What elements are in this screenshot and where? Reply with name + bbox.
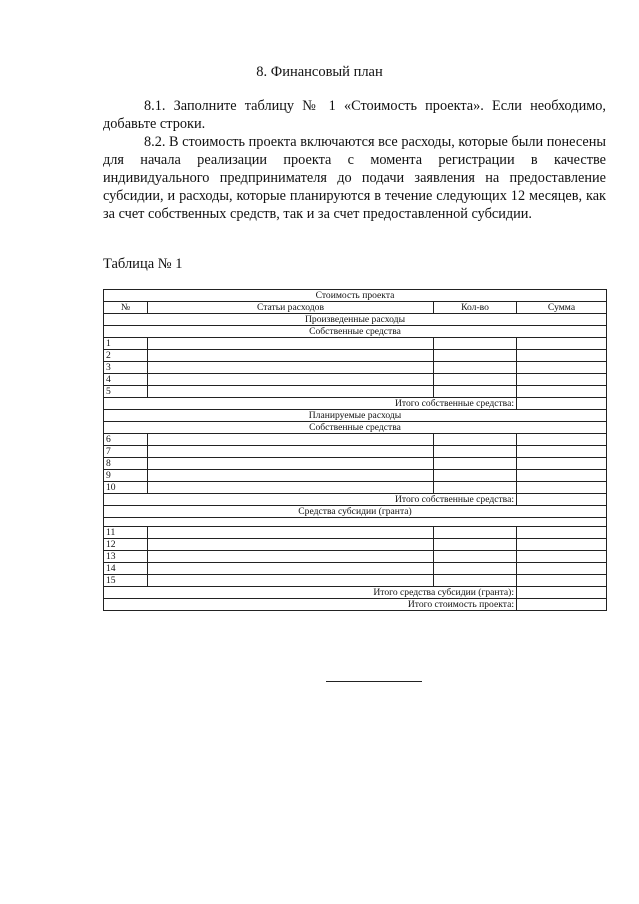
table-row <box>104 362 607 374</box>
item-cell[interactable] <box>148 539 434 551</box>
item-cell[interactable] <box>148 434 434 446</box>
item-cell[interactable] <box>148 458 434 470</box>
qty-cell[interactable] <box>434 350 517 362</box>
section-own-funds-2: Собственные средства <box>104 422 607 434</box>
row-number: 6 <box>104 434 148 446</box>
item-cell[interactable] <box>148 386 434 398</box>
paragraph-8-2 <box>103 133 606 223</box>
subtotal-own-funds-2-label: Итого собственные средства: <box>104 494 517 506</box>
qty-cell[interactable] <box>434 551 517 563</box>
row-number: 4 <box>104 374 148 386</box>
table-row <box>104 350 607 362</box>
qty-cell[interactable] <box>434 470 517 482</box>
header-sum: Сумма <box>517 302 607 314</box>
row-number: 2 <box>104 350 148 362</box>
row-number: 3 <box>104 362 148 374</box>
row-number: 5 <box>104 386 148 398</box>
table-row <box>104 527 607 539</box>
table-row <box>104 470 607 482</box>
sum-cell[interactable] <box>517 434 607 446</box>
sum-cell[interactable] <box>517 458 607 470</box>
table-caption: Таблица № 1 <box>103 256 183 272</box>
item-cell[interactable] <box>148 446 434 458</box>
sum-cell[interactable] <box>517 563 607 575</box>
qty-cell[interactable] <box>434 539 517 551</box>
table-row <box>104 539 607 551</box>
sum-cell[interactable] <box>517 527 607 539</box>
paragraph-8-1-text: 8.1. Заполните таблицу № 1 «Стоимость проекта». Если необходимо, добавьте строки. <box>103 98 606 132</box>
qty-cell[interactable] <box>434 563 517 575</box>
qty-cell[interactable] <box>434 575 517 587</box>
qty-cell[interactable] <box>434 386 517 398</box>
section-produced: Произведенные расходы <box>104 314 607 326</box>
row-number: 11 <box>104 527 148 539</box>
qty-cell[interactable] <box>434 458 517 470</box>
table-header-row <box>104 302 607 314</box>
section-row <box>104 410 607 422</box>
table-row <box>104 482 607 494</box>
total-project-cost-label: Итого стоимость проекта: <box>104 599 517 611</box>
sum-cell[interactable] <box>517 374 607 386</box>
qty-cell[interactable] <box>434 527 517 539</box>
closing-rule <box>326 681 422 682</box>
subtotal-grant-value[interactable] <box>517 587 607 599</box>
qty-cell[interactable] <box>434 434 517 446</box>
sum-cell[interactable] <box>517 551 607 563</box>
item-cell[interactable] <box>148 563 434 575</box>
row-number: 8 <box>104 458 148 470</box>
section-grant: Средства субсидии (гранта) <box>104 506 607 518</box>
spacer-row <box>104 518 607 527</box>
section-planned: Планируемые расходы <box>104 410 607 422</box>
spacer-cell <box>104 518 607 527</box>
section-row <box>104 422 607 434</box>
item-cell[interactable] <box>148 374 434 386</box>
table-row <box>104 338 607 350</box>
sum-cell[interactable] <box>517 350 607 362</box>
item-cell[interactable] <box>148 575 434 587</box>
row-number: 1 <box>104 338 148 350</box>
qty-cell[interactable] <box>434 482 517 494</box>
row-number: 12 <box>104 539 148 551</box>
section-row <box>104 506 607 518</box>
item-cell[interactable] <box>148 362 434 374</box>
sum-cell[interactable] <box>517 539 607 551</box>
row-number: 10 <box>104 482 148 494</box>
total-row <box>104 599 607 611</box>
section-heading: 8. Финансовый план <box>256 64 383 80</box>
qty-cell[interactable] <box>434 374 517 386</box>
header-item: Статьи расходов <box>148 302 434 314</box>
sum-cell[interactable] <box>517 575 607 587</box>
paragraph-8-2-text: 8.2. В стоимость проекта включаются все расходы, которые были понесены для начала реализации проекта с момента регистрации в качестве индивидуального предпринимателя до подачи заявления на предоставление субсидии, и расходы, которые планируются в течение следующих 12 месяцев, как за счет собственных средств, так и за счет предоставленной субсидии. <box>103 134 606 222</box>
item-cell[interactable] <box>148 470 434 482</box>
sum-cell[interactable] <box>517 338 607 350</box>
table-row <box>104 458 607 470</box>
table-row <box>104 386 607 398</box>
table-row <box>104 563 607 575</box>
section-row <box>104 314 607 326</box>
sum-cell[interactable] <box>517 362 607 374</box>
section-row <box>104 326 607 338</box>
row-number: 7 <box>104 446 148 458</box>
item-cell[interactable] <box>148 338 434 350</box>
subtotal-row <box>104 398 607 410</box>
table-body <box>104 290 607 611</box>
header-qty: Кол-во <box>434 302 517 314</box>
item-cell[interactable] <box>148 482 434 494</box>
item-cell[interactable] <box>148 527 434 539</box>
subtotal-own-funds-1-value[interactable] <box>517 398 607 410</box>
qty-cell[interactable] <box>434 446 517 458</box>
table-title-row <box>104 290 607 302</box>
qty-cell[interactable] <box>434 338 517 350</box>
table-row <box>104 446 607 458</box>
table-row <box>104 374 607 386</box>
sum-cell[interactable] <box>517 386 607 398</box>
project-cost-table <box>103 289 607 611</box>
sum-cell[interactable] <box>517 446 607 458</box>
section-own-funds-1: Собственные средства <box>104 326 607 338</box>
row-number: 9 <box>104 470 148 482</box>
header-num: № <box>104 302 148 314</box>
subtotal-own-funds-1-label: Итого собственные средства: <box>104 398 517 410</box>
table-row <box>104 434 607 446</box>
subtotal-grant-label: Итого средства субсидии (гранта): <box>104 587 517 599</box>
row-number: 13 <box>104 551 148 563</box>
paragraph-8-1 <box>103 97 606 133</box>
item-cell[interactable] <box>148 350 434 362</box>
table-row <box>104 575 607 587</box>
row-number: 15 <box>104 575 148 587</box>
qty-cell[interactable] <box>434 362 517 374</box>
subtotal-row <box>104 587 607 599</box>
subtotal-own-funds-2-value[interactable] <box>517 494 607 506</box>
subtotal-row <box>104 494 607 506</box>
item-cell[interactable] <box>148 551 434 563</box>
sum-cell[interactable] <box>517 470 607 482</box>
total-project-cost-value[interactable] <box>517 599 607 611</box>
table-row <box>104 551 607 563</box>
row-number: 14 <box>104 563 148 575</box>
table-title: Стоимость проекта <box>104 290 607 302</box>
sum-cell[interactable] <box>517 482 607 494</box>
